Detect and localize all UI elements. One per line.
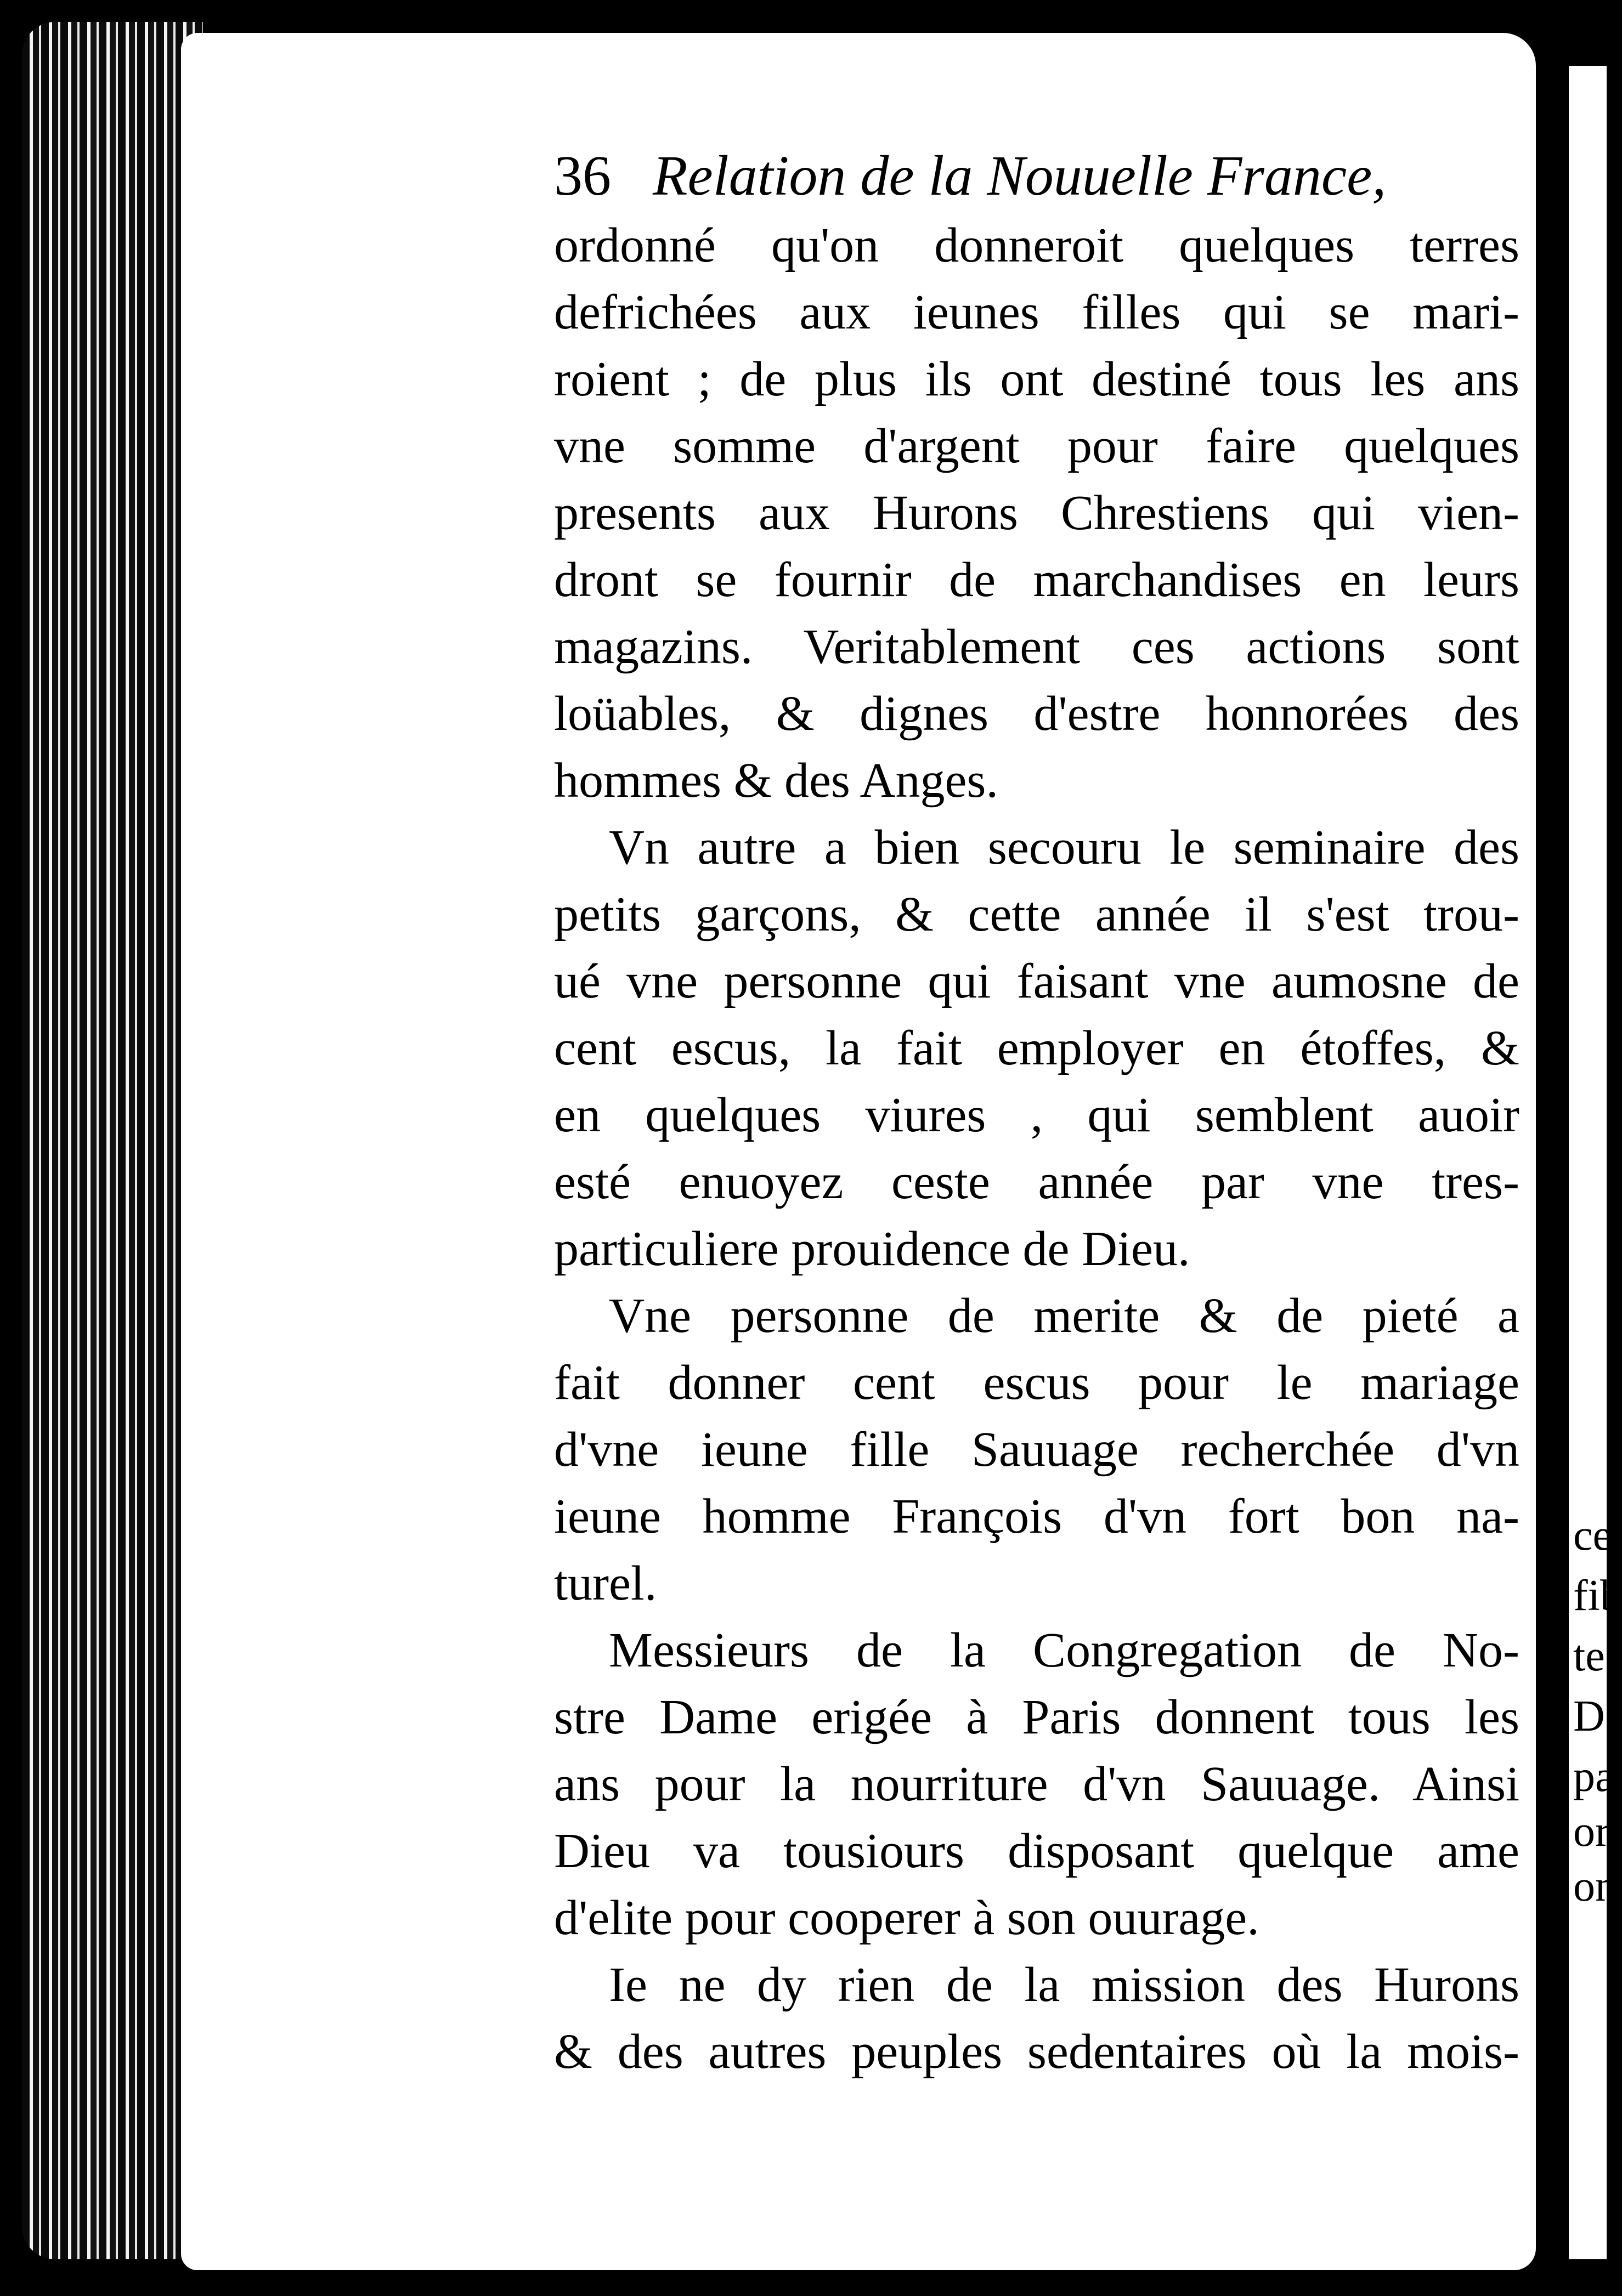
text-line: Messieurs de la Congregation de No-: [609, 1623, 1519, 1677]
text-line: loüables, & dignes d'estre honnorées des: [554, 687, 1519, 741]
text-line: stre Dame erigée à Paris donnent tous les: [554, 1690, 1519, 1744]
text-line: d'vne ieune fille Sauuage recherchée d'vn: [554, 1422, 1519, 1477]
text-line: ieune homme François d'vn fort bon na-: [554, 1489, 1519, 1544]
text-line: ué vne personne qui faisant vne aumosne de: [554, 954, 1519, 1008]
text-line: roient ; de plus ils ont destiné tous les ans: [554, 352, 1519, 406]
text-line: particuliere prouidence de Dieu.: [554, 1222, 1190, 1276]
text-line: hommes & des Anges.: [554, 753, 998, 808]
text-line: defrichées aux ieunes filles qui se mari-: [554, 285, 1519, 339]
text-line: en quelques viures , qui semblent auoir: [554, 1088, 1519, 1142]
text-line: Ie ne dy rien de la mission des Hurons: [609, 1958, 1519, 2012]
text-line: ans pour la nourriture d'vn Sauuage. Ainsi: [554, 1757, 1519, 1811]
facing-page-fragment: D: [1573, 1692, 1605, 1741]
running-title: Relation de la Nouuelle France,: [653, 144, 1387, 207]
facing-page-edge: [1569, 66, 1607, 2259]
text-line: & des autres peuples sedentaires où la mois-: [554, 2025, 1519, 2079]
facing-page-fragment: te: [1573, 1632, 1605, 1680]
page-text: [554, 140, 1519, 2085]
text-line: petits garçons, & cette année il s'est trou-: [554, 887, 1519, 942]
book-binding: [22, 22, 203, 2259]
text-line: fait donner cent escus pour le mariage: [554, 1356, 1519, 1410]
text-line: dront se fournir de marchandises en leurs: [554, 553, 1519, 607]
page-number: 36: [554, 144, 611, 207]
facing-page-fragment: fib: [1573, 1572, 1622, 1620]
text-line: Dieu va tousiours disposant quelque ame: [554, 1824, 1519, 1878]
text-line: esté enuoyez ceste année par vne tres-: [554, 1155, 1519, 1209]
facing-page-fragment: or: [1573, 1807, 1610, 1856]
text-line: d'elite pour cooperer à son ouurage.: [554, 1891, 1259, 1945]
text-line: Vn autre a bien secouru le seminaire des: [609, 820, 1519, 875]
text-line: turel.: [554, 1556, 657, 1611]
facing-page-fragment: pa: [1573, 1753, 1615, 1801]
text-line: Vne personne de merite & de pieté a: [609, 1289, 1519, 1343]
running-head: [554, 140, 1519, 212]
text-line: ordonné qu'on donneroit quelques terres: [554, 218, 1519, 273]
text-line: cent escus, la fait employer en étoffes, &: [554, 1021, 1519, 1075]
facing-page-fragment: ce: [1573, 1511, 1613, 1560]
text-line: vne somme d'argent pour faire quelques: [554, 419, 1519, 473]
text-line: magazins. Veritablement ces actions sont: [554, 620, 1519, 674]
facing-page-fragment: on: [1573, 1862, 1617, 1911]
text-line: presents aux Hurons Chrestiens qui vien-: [554, 486, 1519, 540]
